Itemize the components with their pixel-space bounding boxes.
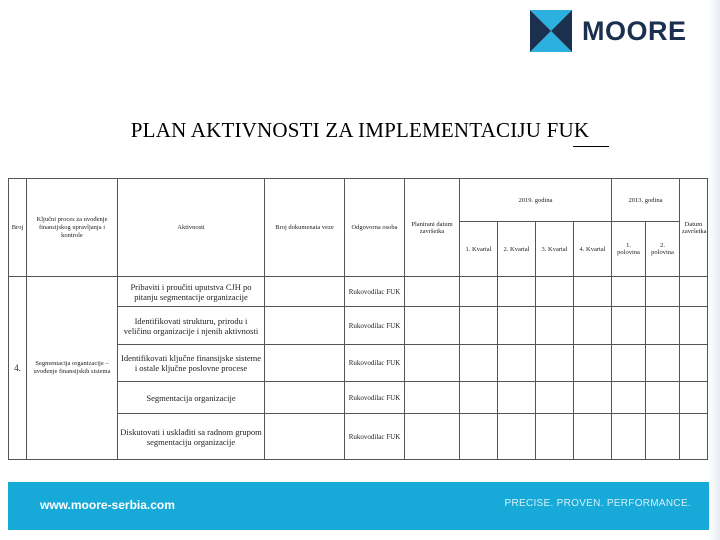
completion-cell	[680, 307, 708, 345]
q4-cell	[574, 345, 612, 382]
q4-cell	[574, 277, 612, 307]
q3-cell	[536, 382, 574, 414]
plan-table	[8, 178, 708, 460]
q1-cell	[460, 382, 498, 414]
slide-edge-shadow	[708, 0, 720, 540]
documents-cell	[265, 307, 345, 345]
q3-cell	[536, 307, 574, 345]
header-datum: Datum završetka	[680, 179, 708, 277]
responsible-cell: Rukovodilac FUK	[345, 277, 405, 307]
q4-cell	[574, 414, 612, 460]
completion-cell	[680, 414, 708, 460]
header-h1: 1. polovina	[612, 222, 646, 277]
activity-cell: Pribaviti i proučiti uputstva CJH po pitanju segmentacije organizacije	[118, 277, 265, 307]
header-year-2: 2013. godina	[612, 179, 680, 222]
q2-cell	[498, 307, 536, 345]
h1-cell	[612, 307, 646, 345]
activity-cell: Segmentacija organizacije	[118, 382, 265, 414]
header-q1: 1. Kvartal	[460, 222, 498, 277]
responsible-cell: Rukovodilac FUK	[345, 382, 405, 414]
completion-cell	[680, 277, 708, 307]
row-number: 4.	[9, 277, 27, 460]
footer-website-link[interactable]: www.moore-serbia.com	[40, 498, 175, 512]
header-h2: 2. polovina	[646, 222, 680, 277]
h2-cell	[646, 307, 680, 345]
h2-cell	[646, 382, 680, 414]
table-row	[9, 277, 708, 307]
documents-cell	[265, 382, 345, 414]
q2-cell	[498, 277, 536, 307]
planned-date-cell	[405, 414, 460, 460]
header-year-1: 2019. godina	[460, 179, 612, 222]
responsible-cell: Rukovodilac FUK	[345, 345, 405, 382]
title-underline	[573, 146, 609, 147]
header-dokumenti: Broj dokumenata veze	[265, 179, 345, 277]
header-q3: 3. Kvartal	[536, 222, 574, 277]
h2-cell	[646, 414, 680, 460]
q1-cell	[460, 277, 498, 307]
q2-cell	[498, 345, 536, 382]
header-broj: Broj	[9, 179, 27, 277]
header-planirani: Planirani datum završetka	[405, 179, 460, 277]
planned-date-cell	[405, 382, 460, 414]
header-proces: Ključni proces za uvođenje finansijskog upravljanja i kontrole	[27, 179, 118, 277]
moore-logo	[530, 10, 695, 52]
q3-cell	[536, 277, 574, 307]
responsible-cell: Rukovodilac FUK	[345, 307, 405, 345]
footer-tagline: PRECISE. PROVEN. PERFORMANCE.	[504, 498, 691, 509]
header-aktivnosti: Aktivnosti	[118, 179, 265, 277]
q2-cell	[498, 382, 536, 414]
q4-cell	[574, 382, 612, 414]
process-cell: Segmentacija organizacije – uvođenje finansijskih sistema	[27, 277, 118, 460]
h1-cell	[612, 277, 646, 307]
h2-cell	[646, 345, 680, 382]
activity-cell: Diskutovati i usklađiti sa radnom grupom segmentaciju organizacije	[118, 414, 265, 460]
header-odgovorna: Odgovorna osoba	[345, 179, 405, 277]
activity-cell: Identifikovati strukturu, prirodu i veličinu organizacije i njenih aktivnosti	[118, 307, 265, 345]
h1-cell	[612, 414, 646, 460]
q3-cell	[536, 414, 574, 460]
documents-cell	[265, 277, 345, 307]
moore-logo-text: MOORE	[582, 15, 687, 46]
h2-cell	[646, 277, 680, 307]
q2-cell	[498, 414, 536, 460]
table-header-row	[9, 179, 708, 222]
documents-cell	[265, 414, 345, 460]
header-q4: 4. Kvartal	[574, 222, 612, 277]
q4-cell	[574, 307, 612, 345]
h1-cell	[612, 382, 646, 414]
q3-cell	[536, 345, 574, 382]
activity-cell: Identifikovati ključne finansijske sisteme i ostale ključne poslovne procese	[118, 345, 265, 382]
completion-cell	[680, 382, 708, 414]
planned-date-cell	[405, 345, 460, 382]
responsible-cell: Rukovodilac FUK	[345, 414, 405, 460]
moore-logo-mark-icon	[530, 10, 572, 52]
h1-cell	[612, 345, 646, 382]
q1-cell	[460, 307, 498, 345]
documents-cell	[265, 345, 345, 382]
footer-bar	[8, 482, 709, 530]
page-title: PLAN AKTIVNOSTI ZA IMPLEMENTACIJU FUK	[130, 118, 590, 142]
completion-cell	[680, 345, 708, 382]
planned-date-cell	[405, 307, 460, 345]
q1-cell	[460, 414, 498, 460]
header-q2: 2. Kvartal	[498, 222, 536, 277]
planned-date-cell	[405, 277, 460, 307]
q1-cell	[460, 345, 498, 382]
